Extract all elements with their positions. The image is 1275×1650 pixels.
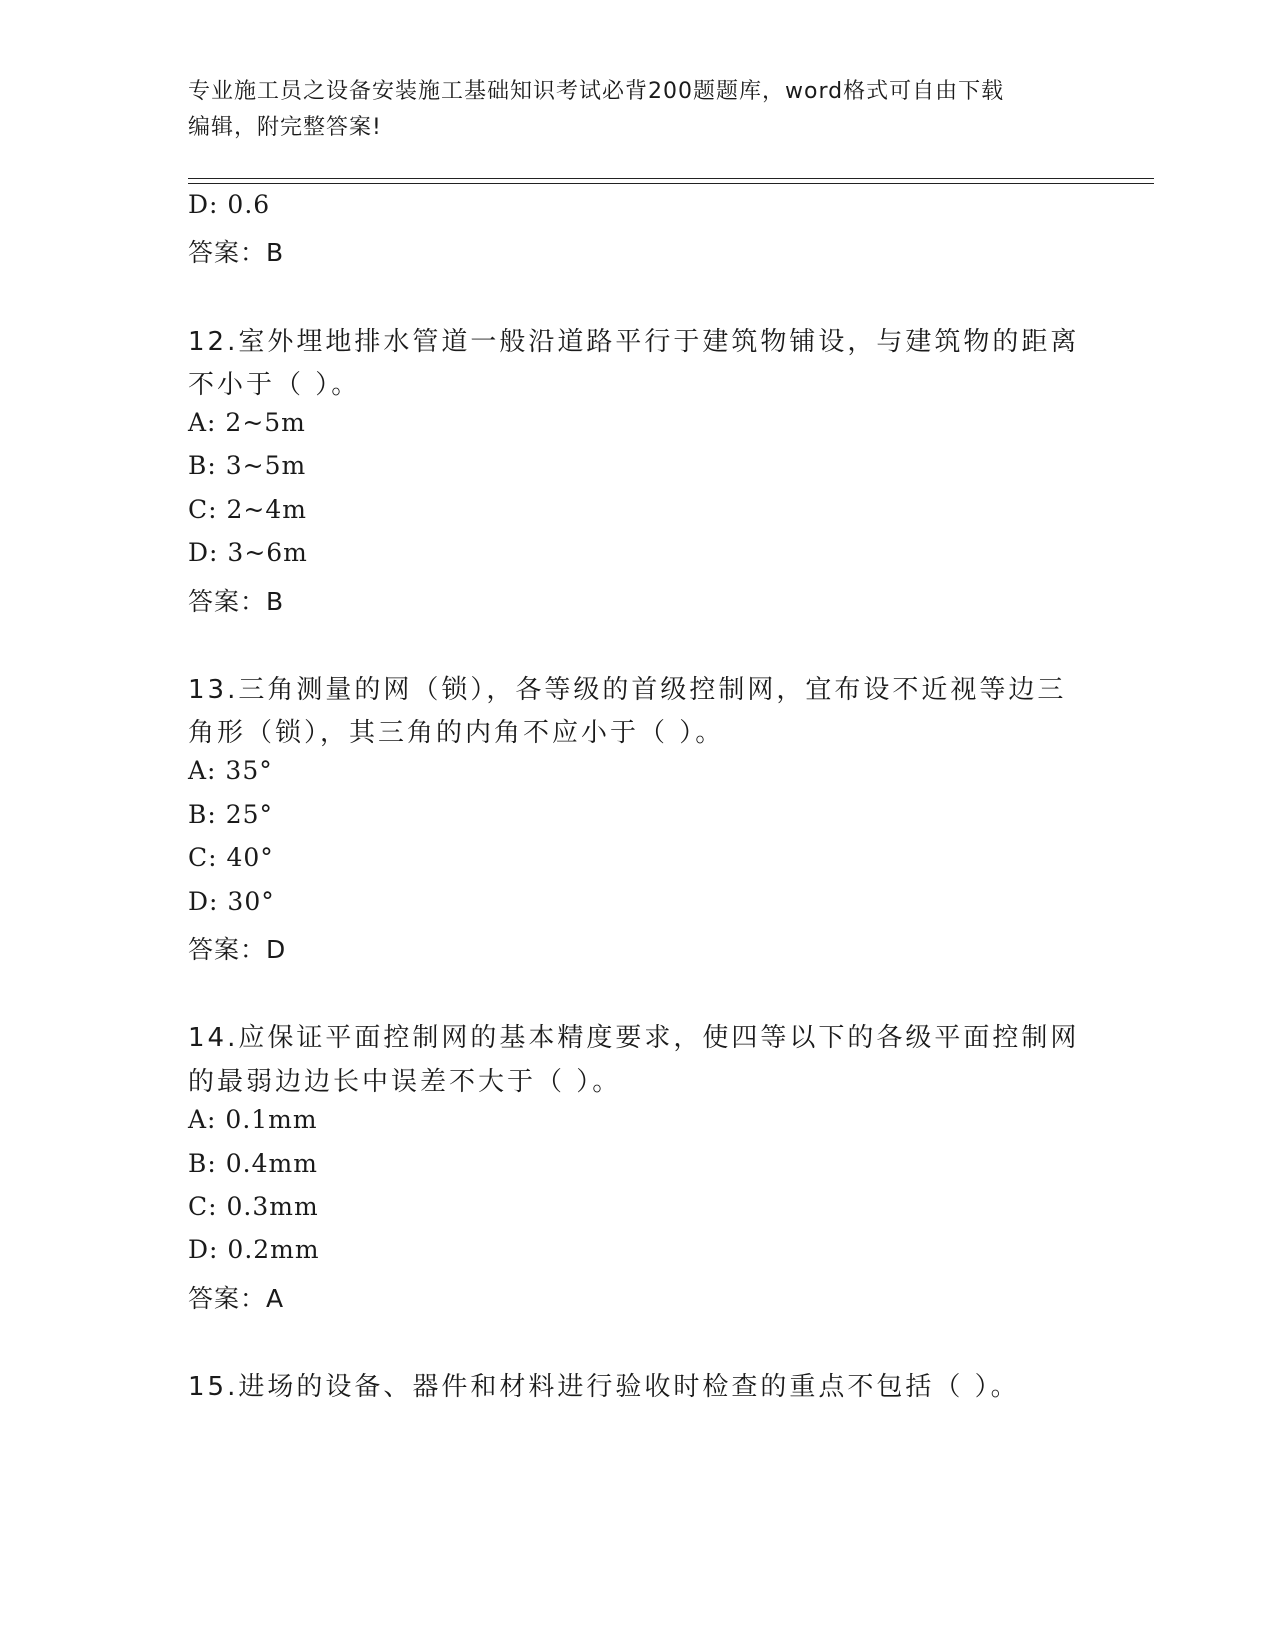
q12-option-d: D: 3~6m [188, 538, 308, 567]
q14-option-a: A: 0.1mm [188, 1105, 318, 1134]
header-divider-bottom [188, 183, 1154, 184]
q13-stem-line-2: 角形（锁），其三角的内角不应小于（ ）。 [188, 718, 725, 748]
q13-option-a: A: 35° [188, 756, 273, 785]
q14-answer: 答案：A [188, 1284, 285, 1313]
q12-stem-line-1: 12.室外埋地排水管道一般沿道路平行于建筑物铺设，与建筑物的距离 [188, 327, 1080, 357]
q14-stem-line-1: 14.应保证平面控制网的基本精度要求，使四等以下的各级平面控制网 [188, 1023, 1080, 1053]
header-divider-top [188, 178, 1154, 179]
q13-option-c: C: 40° [188, 843, 274, 872]
q12-stem-line-2: 不小于（ ）。 [188, 370, 361, 400]
q14-stem-line-2: 的最弱边边长中误差不大于（ ）。 [188, 1067, 622, 1097]
q12-option-a: A: 2~5m [188, 408, 306, 437]
q14-option-b: B: 0.4mm [188, 1149, 318, 1178]
q12-option-c: C: 2~4m [188, 495, 307, 524]
document-header [188, 74, 1068, 146]
q13-stem-line-1: 13.三角测量的网（锁），各等级的首级控制网，宜布设不近视等边三 [188, 675, 1067, 705]
header-title-line-1: 专业施工员之设备安装施工基础知识考试必背200题题库，word格式可自由下载 [188, 79, 1005, 104]
prev-question-answer: 答案：B [188, 238, 285, 267]
q13-option-d: D: 30° [188, 887, 275, 916]
q15-stem-line-1: 15.进场的设备、器件和材料进行验收时检查的重点不包括（ ）。 [188, 1372, 1020, 1402]
q12-answer: 答案：B [188, 587, 285, 616]
q12-option-b: B: 3~5m [188, 451, 307, 480]
q14-option-d: D: 0.2mm [188, 1235, 320, 1264]
q13-option-b: B: 25° [188, 800, 274, 829]
q13-answer: 答案：D [188, 935, 287, 964]
q14-option-c: C: 0.3mm [188, 1192, 319, 1221]
header-title-line-2: 编辑，附完整答案! [188, 115, 382, 140]
prev-question-option-d: D: 0.6 [188, 190, 271, 219]
